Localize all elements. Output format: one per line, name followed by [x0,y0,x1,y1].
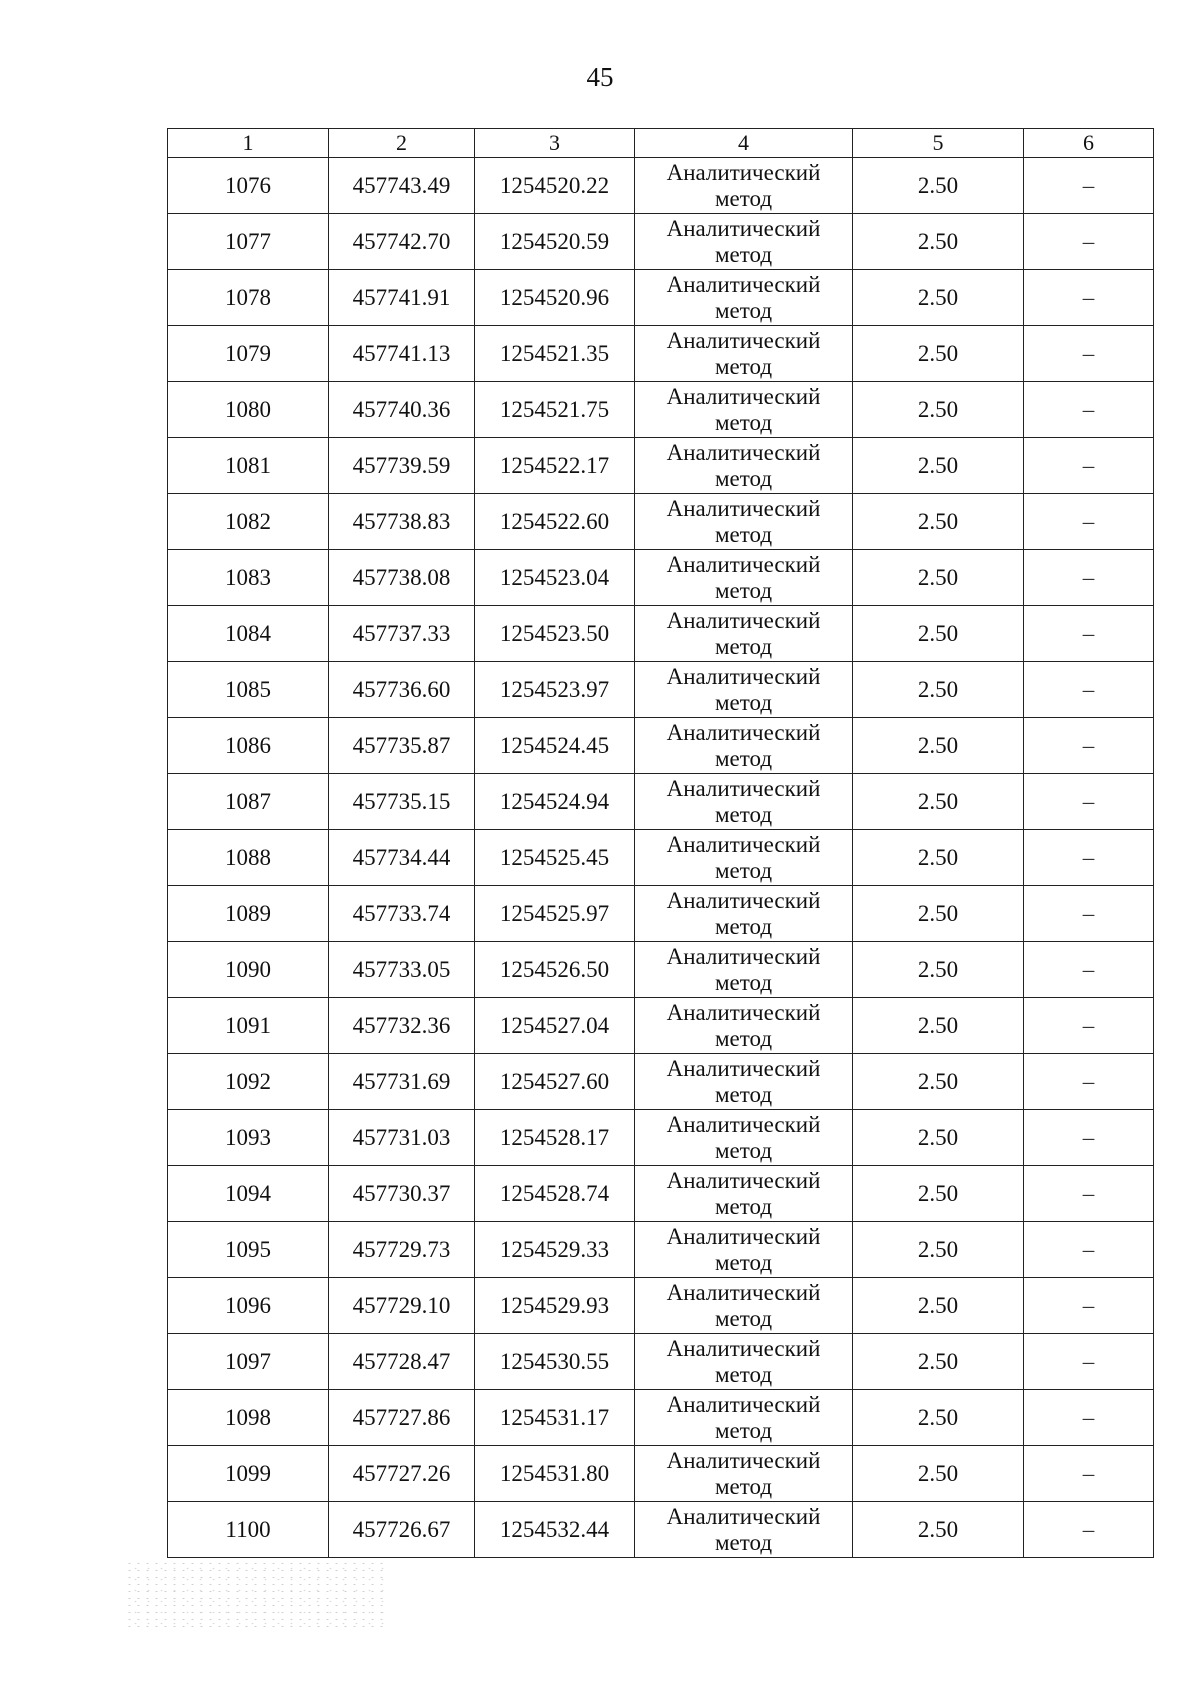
x-coordinate-cell: 457736.60 [329,662,475,718]
accuracy-cell: 2.50 [853,158,1024,214]
note-cell: – [1024,1446,1154,1502]
method-cell [635,830,853,886]
method-line-2: метод [714,1361,773,1387]
method-cell [635,1110,853,1166]
y-coordinate-cell: 1254529.33 [475,1222,635,1278]
method-line-1: Аналитический [666,999,821,1025]
point-number-cell: 1094 [168,1166,329,1222]
method-cell [635,382,853,438]
accuracy-cell: 2.50 [853,1166,1024,1222]
method-line-1: Аналитический [666,1447,821,1473]
method-line-2: метод [714,465,773,491]
y-coordinate-cell: 1254521.75 [475,382,635,438]
method-line-1: Аналитический [666,215,821,241]
method-line-1: Аналитический [666,159,821,185]
x-coordinate-cell: 457733.05 [329,942,475,998]
method-line-2: метод [714,1417,773,1443]
x-coordinate-cell: 457727.26 [329,1446,475,1502]
table-row [168,270,1154,326]
accuracy-cell: 2.50 [853,326,1024,382]
table-row [168,1390,1154,1446]
accuracy-cell: 2.50 [853,494,1024,550]
method-line-2: метод [714,1081,773,1107]
method-line-1: Аналитический [666,943,821,969]
table-row [168,214,1154,270]
accuracy-cell: 2.50 [853,942,1024,998]
table-row [168,606,1154,662]
method-line-2: метод [714,1193,773,1219]
y-coordinate-cell: 1254522.17 [475,438,635,494]
accuracy-cell: 2.50 [853,1278,1024,1334]
method-line-1: Аналитический [666,887,821,913]
method-line-1: Аналитический [666,1055,821,1081]
method-line-2: метод [714,1305,773,1331]
method-cell [635,1446,853,1502]
method-line-2: метод [714,745,773,771]
method-line-2: метод [714,1473,773,1499]
table-row [168,1222,1154,1278]
method-line-2: метод [714,1529,773,1555]
table-row [168,326,1154,382]
method-line-1: Аналитический [666,1279,821,1305]
method-cell [635,1334,853,1390]
accuracy-cell: 2.50 [853,998,1024,1054]
method-cell [635,214,853,270]
x-coordinate-cell: 457735.15 [329,774,475,830]
accuracy-cell: 2.50 [853,1110,1024,1166]
table-body [168,129,1154,1558]
x-coordinate-cell: 457729.10 [329,1278,475,1334]
accuracy-cell: 2.50 [853,382,1024,438]
note-cell: – [1024,1334,1154,1390]
table-row [168,1054,1154,1110]
method-line-1: Аналитический [666,1223,821,1249]
method-line-2: метод [714,353,773,379]
note-cell: – [1024,1166,1154,1222]
method-cell [635,606,853,662]
note-cell: – [1024,214,1154,270]
note-cell: – [1024,942,1154,998]
method-line-1: Аналитический [666,831,821,857]
note-cell: – [1024,830,1154,886]
y-coordinate-cell: 1254530.55 [475,1334,635,1390]
point-number-cell: 1089 [168,886,329,942]
note-cell: – [1024,1054,1154,1110]
x-coordinate-cell: 457731.69 [329,1054,475,1110]
method-line-1: Аналитический [666,1111,821,1137]
x-coordinate-cell: 457738.83 [329,494,475,550]
table-row [168,886,1154,942]
method-line-1: Аналитический [666,327,821,353]
y-coordinate-cell: 1254524.94 [475,774,635,830]
y-coordinate-cell: 1254525.97 [475,886,635,942]
accuracy-cell: 2.50 [853,606,1024,662]
method-line-2: метод [714,633,773,659]
note-cell: – [1024,998,1154,1054]
y-coordinate-cell: 1254532.44 [475,1502,635,1558]
table-row [168,1166,1154,1222]
table-row [168,774,1154,830]
point-number-cell: 1076 [168,158,329,214]
accuracy-cell: 2.50 [853,718,1024,774]
y-coordinate-cell: 1254521.35 [475,326,635,382]
accuracy-cell: 2.50 [853,662,1024,718]
table-row [168,1502,1154,1558]
table-row [168,1110,1154,1166]
method-cell [635,774,853,830]
x-coordinate-cell: 457733.74 [329,886,475,942]
y-coordinate-cell: 1254531.17 [475,1390,635,1446]
method-line-2: метод [714,241,773,267]
method-line-1: Аналитический [666,1167,821,1193]
header-cell: 3 [475,129,635,158]
point-number-cell: 1087 [168,774,329,830]
point-number-cell: 1099 [168,1446,329,1502]
point-number-cell: 1092 [168,1054,329,1110]
x-coordinate-cell: 457726.67 [329,1502,475,1558]
note-cell: – [1024,606,1154,662]
x-coordinate-cell: 457734.44 [329,830,475,886]
x-coordinate-cell: 457728.47 [329,1334,475,1390]
header-cell: 4 [635,129,853,158]
table-row [168,1446,1154,1502]
method-cell [635,550,853,606]
method-line-2: метод [714,913,773,939]
accuracy-cell: 2.50 [853,1390,1024,1446]
method-line-1: Аналитический [666,495,821,521]
note-cell: – [1024,438,1154,494]
scan-artifact [125,1560,385,1630]
point-number-cell: 1100 [168,1502,329,1558]
header-cell: 2 [329,129,475,158]
note-cell: – [1024,550,1154,606]
method-cell [635,270,853,326]
note-cell: – [1024,270,1154,326]
method-line-2: метод [714,577,773,603]
point-number-cell: 1098 [168,1390,329,1446]
accuracy-cell: 2.50 [853,1222,1024,1278]
method-cell [635,158,853,214]
method-cell [635,1166,853,1222]
method-line-1: Аналитический [666,383,821,409]
x-coordinate-cell: 457738.08 [329,550,475,606]
accuracy-cell: 2.50 [853,438,1024,494]
header-cell: 1 [168,129,329,158]
method-line-2: метод [714,185,773,211]
point-number-cell: 1078 [168,270,329,326]
note-cell: – [1024,494,1154,550]
y-coordinate-cell: 1254522.60 [475,494,635,550]
x-coordinate-cell: 457735.87 [329,718,475,774]
method-line-2: метод [714,521,773,547]
method-line-2: метод [714,689,773,715]
accuracy-cell: 2.50 [853,1446,1024,1502]
note-cell: – [1024,886,1154,942]
point-number-cell: 1084 [168,606,329,662]
point-number-cell: 1097 [168,1334,329,1390]
note-cell: – [1024,1502,1154,1558]
table-row [168,550,1154,606]
table-row [168,1278,1154,1334]
coordinates-table [167,128,1154,1558]
x-coordinate-cell: 457743.49 [329,158,475,214]
method-line-2: метод [714,1249,773,1275]
table-row [168,1334,1154,1390]
y-coordinate-cell: 1254524.45 [475,718,635,774]
method-line-1: Аналитический [666,1335,821,1361]
note-cell: – [1024,1278,1154,1334]
accuracy-cell: 2.50 [853,270,1024,326]
method-cell [635,886,853,942]
page-number: 45 [586,62,614,92]
note-cell: – [1024,382,1154,438]
y-coordinate-cell: 1254528.74 [475,1166,635,1222]
table-row [168,382,1154,438]
x-coordinate-cell: 457730.37 [329,1166,475,1222]
note-cell: – [1024,158,1154,214]
y-coordinate-cell: 1254527.04 [475,998,635,1054]
note-cell: – [1024,662,1154,718]
x-coordinate-cell: 457741.91 [329,270,475,326]
accuracy-cell: 2.50 [853,550,1024,606]
y-coordinate-cell: 1254523.50 [475,606,635,662]
header-cell: 6 [1024,129,1154,158]
accuracy-cell: 2.50 [853,774,1024,830]
x-coordinate-cell: 457741.13 [329,326,475,382]
header-row [168,129,1154,158]
method-cell [635,1278,853,1334]
point-number-cell: 1091 [168,998,329,1054]
x-coordinate-cell: 457737.33 [329,606,475,662]
method-line-1: Аналитический [666,1503,821,1529]
point-number-cell: 1083 [168,550,329,606]
point-number-cell: 1086 [168,718,329,774]
table-row [168,438,1154,494]
point-number-cell: 1077 [168,214,329,270]
method-cell [635,1222,853,1278]
x-coordinate-cell: 457742.70 [329,214,475,270]
method-line-1: Аналитический [666,719,821,745]
accuracy-cell: 2.50 [853,830,1024,886]
x-coordinate-cell: 457740.36 [329,382,475,438]
x-coordinate-cell: 457732.36 [329,998,475,1054]
method-cell [635,1502,853,1558]
accuracy-cell: 2.50 [853,214,1024,270]
x-coordinate-cell: 457739.59 [329,438,475,494]
table-row [168,998,1154,1054]
table-row [168,830,1154,886]
note-cell: – [1024,1222,1154,1278]
method-line-1: Аналитический [666,439,821,465]
point-number-cell: 1082 [168,494,329,550]
note-cell: – [1024,774,1154,830]
accuracy-cell: 2.50 [853,1334,1024,1390]
y-coordinate-cell: 1254520.59 [475,214,635,270]
y-coordinate-cell: 1254527.60 [475,1054,635,1110]
point-number-cell: 1090 [168,942,329,998]
table-row [168,662,1154,718]
method-cell [635,494,853,550]
y-coordinate-cell: 1254520.96 [475,270,635,326]
note-cell: – [1024,326,1154,382]
table-row [168,158,1154,214]
table-row [168,942,1154,998]
table-row [168,718,1154,774]
x-coordinate-cell: 457727.86 [329,1390,475,1446]
method-line-1: Аналитический [666,1391,821,1417]
method-cell [635,998,853,1054]
y-coordinate-cell: 1254526.50 [475,942,635,998]
point-number-cell: 1088 [168,830,329,886]
method-line-2: метод [714,969,773,995]
method-line-2: метод [714,1025,773,1051]
accuracy-cell: 2.50 [853,886,1024,942]
y-coordinate-cell: 1254520.22 [475,158,635,214]
table-row [168,494,1154,550]
y-coordinate-cell: 1254523.97 [475,662,635,718]
x-coordinate-cell: 457731.03 [329,1110,475,1166]
method-line-1: Аналитический [666,607,821,633]
point-number-cell: 1095 [168,1222,329,1278]
y-coordinate-cell: 1254523.04 [475,550,635,606]
header-cell: 5 [853,129,1024,158]
method-cell [635,942,853,998]
note-cell: – [1024,1390,1154,1446]
point-number-cell: 1096 [168,1278,329,1334]
method-line-1: Аналитический [666,551,821,577]
method-cell [635,662,853,718]
point-number-cell: 1093 [168,1110,329,1166]
method-line-1: Аналитический [666,271,821,297]
accuracy-cell: 2.50 [853,1054,1024,1110]
method-line-2: метод [714,1137,773,1163]
note-cell: – [1024,718,1154,774]
method-line-1: Аналитический [666,775,821,801]
method-cell [635,326,853,382]
method-cell [635,1390,853,1446]
point-number-cell: 1081 [168,438,329,494]
y-coordinate-cell: 1254528.17 [475,1110,635,1166]
method-line-1: Аналитический [666,663,821,689]
method-cell [635,1054,853,1110]
y-coordinate-cell: 1254525.45 [475,830,635,886]
accuracy-cell: 2.50 [853,1502,1024,1558]
method-line-2: метод [714,801,773,827]
point-number-cell: 1080 [168,382,329,438]
point-number-cell: 1079 [168,326,329,382]
x-coordinate-cell: 457729.73 [329,1222,475,1278]
method-line-2: метод [714,857,773,883]
note-cell: – [1024,1110,1154,1166]
point-number-cell: 1085 [168,662,329,718]
method-cell [635,718,853,774]
y-coordinate-cell: 1254531.80 [475,1446,635,1502]
y-coordinate-cell: 1254529.93 [475,1278,635,1334]
method-line-2: метод [714,297,773,323]
method-line-2: метод [714,409,773,435]
method-cell [635,438,853,494]
